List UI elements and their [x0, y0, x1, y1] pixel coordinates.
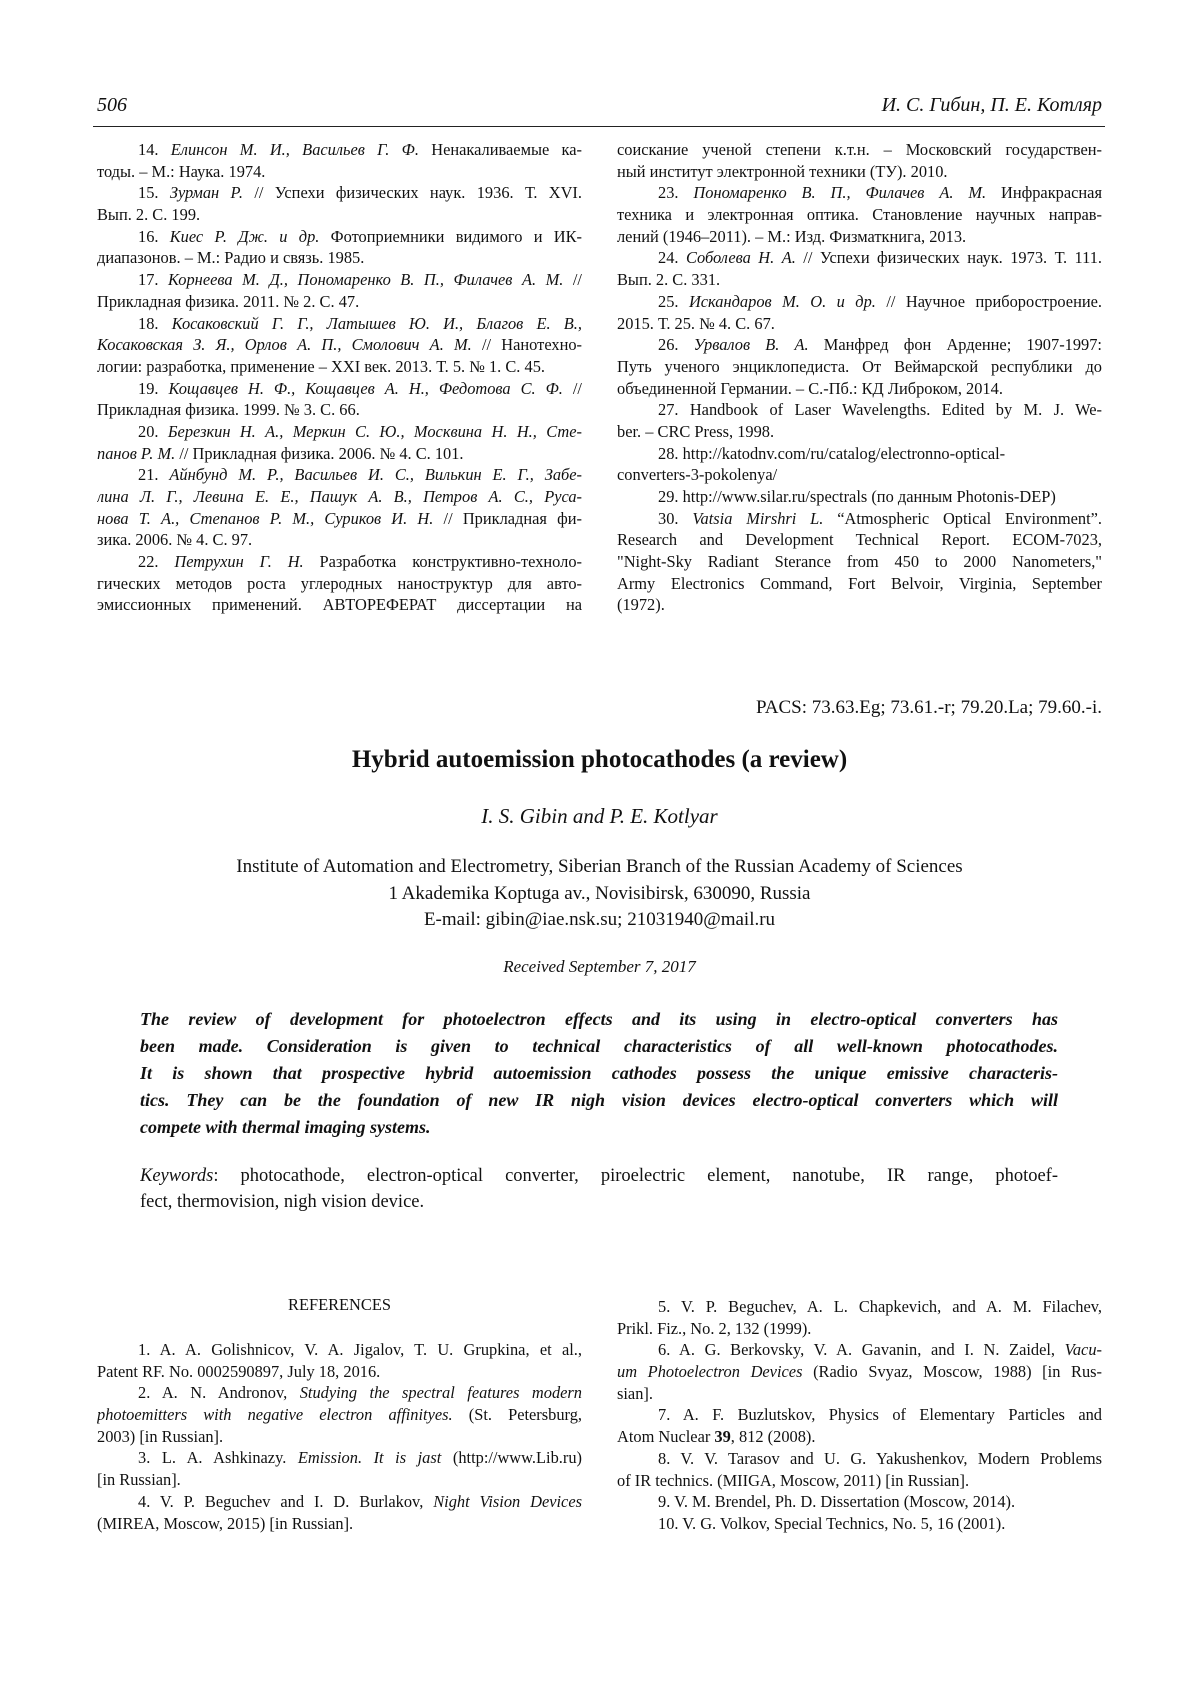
text-line — [97, 182, 582, 204]
text-segment: 17. — [138, 270, 169, 290]
text-segment: sian]. — [617, 1383, 653, 1403]
text-segment: Фотоприемники видимого и ИК- — [319, 226, 582, 246]
italic-text: Айнбунд М. Р., Васильев И. С., Вилькин Е. Г., Забе- — [169, 465, 582, 485]
text-segment: "Night-Sky Radiant Sterance from 450 to 2000 Nanometers," — [617, 552, 1102, 572]
italic-text: Березкин Н. А., Меркин С. Ю., Москвина Н. Н., Сте- — [167, 421, 582, 441]
text-segment: объединенной Германии. – С.-Пб.: КД Либроком, 2014. — [617, 378, 1003, 398]
text-segment: 7. A. F. Buzlutskov, Physics of Elementary Particles and — [658, 1405, 1102, 1425]
text-segment: converters-3-pokolenya/ — [617, 465, 778, 485]
text-segment: диапазонов. – М.: Радио и связь. 1985. — [97, 248, 365, 268]
russian-references-left-column — [97, 139, 582, 616]
text-segment: // Научное приборостроение. — [875, 291, 1102, 311]
abstract — [140, 1006, 1058, 1141]
text-line — [617, 486, 1102, 508]
text-segment: (MIREA, Moscow, 2015) [in Russian]. — [97, 1513, 354, 1533]
affiliation-address: 1 Akademika Koptuga av., Novisibirsk, 630090, Russia — [388, 883, 811, 904]
english-references-left-column — [97, 1339, 582, 1539]
text-line — [97, 247, 582, 269]
text-line — [97, 226, 582, 248]
text-line — [617, 1318, 1102, 1340]
text-line — [617, 1448, 1102, 1470]
text-segment: 5. V. P. Beguchev, A. L. Chapkevich, and A. M. Filachev, — [658, 1297, 1102, 1316]
italic-text: Елинсон М. И., Васильев Г. Ф. — [170, 140, 419, 159]
text-line — [97, 1513, 582, 1535]
text-line — [617, 313, 1102, 335]
text-segment: Путь ученого энциклопедиста. От Веймарской республики до — [617, 356, 1102, 376]
text-segment: 20. — [138, 421, 168, 441]
text-line — [97, 378, 582, 400]
text-segment: логии: разработка, применение – XXI век. 2013. Т. 5. № 1. С. 45. — [97, 356, 545, 376]
text-line — [617, 443, 1102, 465]
text-line — [617, 1426, 1102, 1448]
italic-text: um Photoelectron Devices — [617, 1362, 803, 1382]
text-line — [617, 1470, 1102, 1492]
text-segment: 28. http://katodnv.com/ru/catalog/electronno-optical- — [658, 443, 1006, 463]
italic-text: панов Р. М. — [97, 443, 176, 463]
text-line — [97, 204, 582, 226]
italic-text: Кощавцев Н. Ф., Кощавцев А. Н., Федотова С. Ф. — [168, 378, 563, 398]
italic-text: лина Л. Г., Левина Е. Е., Пашук А. В., Петров А. С., Руса- — [97, 487, 582, 506]
text-segment: Army Electronics Command, Fort Belvoir, Virginia, September — [617, 573, 1102, 593]
bold-text: 39 — [714, 1427, 731, 1447]
text-segment: , 812 (2008). — [730, 1427, 816, 1447]
text-line — [97, 313, 582, 335]
text-segment: 1. A. A. Golishnicov, V. A. Jigalov, T. U. Grupkina, et al., — [138, 1340, 582, 1359]
text-segment: 23. — [658, 183, 694, 203]
text-segment: // Успехи физических наук. 1936. Т. XVI. — [242, 183, 582, 203]
references-heading: REFERENCES — [288, 1295, 391, 1314]
text-segment: 2015. Т. 25. № 4. С. 67. — [617, 313, 775, 333]
text-segment: техника и электронная оптика. Становление научных направ- — [617, 205, 1102, 225]
text-segment: 30. — [658, 508, 693, 528]
italic-text: Night Vision Devices — [433, 1491, 582, 1511]
affiliation-institute: Institute of Automation and Electrometry, Siberian Branch of the Russian Academy of Sciences — [236, 856, 963, 877]
received-date: Received September 7, 2017 — [503, 957, 696, 976]
text-line — [97, 291, 582, 313]
text-line — [97, 486, 582, 508]
text-segment: // — [563, 270, 582, 290]
text-segment: 10. V. G. Volkov, Special Technics, No. 5, 16 (2001). — [658, 1513, 1006, 1533]
text-segment: 19. — [138, 378, 169, 398]
italic-text: Studying the spectral features modern — [299, 1383, 582, 1403]
text-segment: Инфракрасная — [986, 183, 1102, 203]
text-segment: : photocathode, electron-optical converter, piroelectric element, nanotube, IR range, photoef- — [213, 1166, 1058, 1186]
page-number: 506 — [97, 94, 127, 116]
text-segment: эмиссионных применений. АВТОРЕФЕРАТ диссертации на — [97, 595, 582, 615]
text-segment: гических методов роста углеродных наноструктур для авто- — [97, 573, 582, 593]
affiliation-email: E-mail: gibin@iae.nsk.su; 21031940@mail.ru — [423, 909, 776, 930]
italic-text: Корнеева М. Д., Пономаренко В. П., Филачев А. М. — [168, 270, 564, 290]
text-line — [617, 182, 1102, 204]
italic-text: Косаковская З. Я., Орлов А. П., Смолович А. М. — [97, 335, 472, 355]
text-line — [617, 1296, 1102, 1318]
italic-text: Искандаров М. О. и др. — [688, 291, 876, 311]
text-segment: Ненакаливаемые ка- — [418, 140, 582, 159]
article-authors: I. S. Gibin and P. E. Kotlyar — [481, 804, 718, 828]
text-segment: 22. — [138, 552, 175, 572]
italic-text: Петрухин Г. Н. — [174, 552, 304, 572]
italic-text: Косаковский Г. Г., Латышев Ю. И., Благов Е. В., — [171, 313, 582, 333]
text-segment: зика. 2006. № 4. С. 97. — [97, 530, 253, 550]
text-line — [617, 204, 1102, 226]
text-line — [617, 399, 1102, 421]
text-segment: compete with thermal imaging systems. — [140, 1117, 431, 1137]
text-line — [617, 508, 1102, 530]
text-segment: 6. A. G. Berkovsky, V. A. Gavanin, and I. N. Zaidel, — [658, 1340, 1065, 1360]
text-segment: 18. — [138, 313, 172, 333]
text-segment: Prikl. Fiz., No. 2, 132 (1999). — [617, 1318, 812, 1338]
text-segment: 2003) [in Russian]. — [97, 1426, 224, 1446]
text-line — [97, 334, 582, 356]
italic-text: Vacu- — [1064, 1340, 1102, 1360]
text-line — [617, 291, 1102, 313]
text-line — [97, 1361, 582, 1383]
text-segment: (http://www.Lib.ru) — [441, 1448, 582, 1468]
text-segment: 14. — [138, 140, 171, 159]
text-segment: // Успехи физических наук. 1973. Т. 111. — [795, 248, 1102, 268]
keywords — [140, 1163, 1058, 1215]
text-segment: Patent RF. No. 0002590897, July 18, 2016. — [97, 1361, 381, 1381]
text-line — [97, 443, 582, 465]
text-line — [97, 1491, 582, 1513]
text-segment: лений (1946–2011). – М.: Изд. Физматкнига, 2013. — [617, 226, 967, 246]
italic-text: Keywords — [140, 1166, 214, 1186]
text-segment: 21. — [138, 465, 170, 485]
pacs-codes: PACS: 73.63.Eg; 73.61.-r; 79.20.La; 79.60.-i. — [755, 697, 1102, 718]
italic-text: Соболева Н. А. — [685, 248, 796, 268]
text-segment: 25. — [658, 291, 689, 311]
text-segment: 9. V. M. Brendel, Ph. D. Dissertation (Moscow, 2014). — [658, 1492, 1016, 1512]
text-segment: Манфред фон Арденне; 1907-1997: — [808, 335, 1102, 355]
text-line — [140, 1189, 1058, 1215]
text-segment: Вып. 2. С. 199. — [97, 205, 201, 225]
text-line — [617, 139, 1102, 161]
text-segment: 24. — [658, 248, 686, 268]
text-line — [97, 1382, 582, 1404]
text-segment: 16. — [138, 226, 170, 246]
text-line — [140, 1114, 1058, 1141]
text-line — [617, 1513, 1102, 1535]
english-references-right-column — [617, 1296, 1102, 1535]
text-line — [97, 1447, 582, 1469]
text-line — [97, 421, 582, 443]
text-line — [617, 378, 1102, 400]
text-line — [617, 1404, 1102, 1426]
text-line — [97, 594, 582, 616]
text-segment: ber. – CRC Press, 1998. — [617, 421, 775, 441]
text-line — [617, 464, 1102, 486]
text-line — [97, 464, 582, 486]
text-line — [97, 161, 582, 183]
text-line — [97, 139, 582, 161]
text-line — [97, 1339, 582, 1361]
text-segment: been made. Consideration is given to technical characteristics of all well-known photocathodes. — [140, 1036, 1058, 1056]
text-segment: It is shown that prospective hybrid autoemission cathodes possess the unique emissive characteris- — [140, 1063, 1058, 1083]
text-segment: // Нанотехно- — [471, 335, 582, 355]
italic-text: photoemitters with negative electron affinityes. — [97, 1405, 453, 1425]
text-segment: [in Russian]. — [97, 1470, 181, 1490]
italic-text: нова Т. А., Степанов Р. М., Суриков И. Н. — [97, 508, 434, 528]
text-line — [140, 1060, 1058, 1087]
text-segment: // Прикладная фи- — [433, 508, 582, 528]
text-line — [617, 226, 1102, 248]
text-line — [97, 269, 582, 291]
text-line — [617, 269, 1102, 291]
text-line — [140, 1163, 1058, 1189]
article-title: Hybrid autoemission photocathodes (a review) — [351, 746, 848, 773]
text-segment: “Atmospheric Optical Environment”. — [823, 508, 1102, 528]
text-segment: ный институт электронной техники (ТУ). 2010. — [617, 161, 948, 181]
text-segment: // — [562, 378, 582, 398]
text-line — [97, 356, 582, 378]
text-segment: of IR technics. (MIIGA, Moscow, 2011) [in Russian]. — [617, 1470, 970, 1490]
text-line — [97, 1469, 582, 1491]
text-segment: Разработка конструктивно-техноло- — [303, 552, 582, 572]
text-segment: 27. Handbook of Laser Wavelengths. Edited by M. J. We- — [658, 400, 1102, 420]
text-line — [140, 1033, 1058, 1060]
text-line — [617, 334, 1102, 356]
text-line — [617, 161, 1102, 183]
text-segment: 29. http://www.silar.ru/spectrals (по данным Photonis-DEP) — [658, 487, 1056, 506]
text-segment: tics. They can be the foundation of new IR nigh vision devices electro-optical converters which will — [140, 1090, 1058, 1110]
italic-text: Vatsia Mirshri L. — [692, 508, 824, 528]
text-segment: Прикладная физика. 2011. № 2. С. 47. — [97, 291, 360, 311]
text-line — [97, 529, 582, 551]
text-line — [617, 1361, 1102, 1383]
text-line — [97, 399, 582, 421]
text-line — [617, 551, 1102, 573]
italic-text: Киес Р. Дж. и др. — [169, 226, 320, 246]
text-line — [140, 1087, 1058, 1114]
text-segment: The review of development for photoelectron effects and its using in electro-optical converters has — [140, 1009, 1058, 1029]
italic-text: Emission. It is jast — [297, 1448, 442, 1468]
text-segment: // Прикладная физика. 2006. № 4. С. 101. — [175, 443, 464, 463]
text-segment: 26. — [658, 335, 694, 355]
text-segment: 8. V. V. Tarasov and U. G. Yakushenkov, Modern Problems — [658, 1448, 1102, 1468]
italic-text: Урвалов В. А. — [693, 335, 809, 355]
text-segment: 15. — [138, 183, 170, 203]
text-segment: (1972). — [617, 595, 665, 615]
italic-text: Пономаренко В. П., Филачев А. М. — [693, 183, 987, 203]
text-segment: Вып. 2. С. 331. — [617, 270, 721, 290]
text-line — [617, 247, 1102, 269]
russian-references-right-column — [617, 139, 1102, 616]
text-line — [97, 573, 582, 595]
text-segment: (St. Petersburg, — [452, 1405, 582, 1425]
text-line — [97, 508, 582, 530]
italic-text: Зурман Р. — [169, 183, 243, 203]
text-segment: 3. L. A. Ashkinazy. — [138, 1448, 298, 1468]
text-line — [617, 529, 1102, 551]
text-segment: Research and Development Technical Report. ECOM-7023, — [617, 530, 1102, 550]
text-segment: тоды. – М.: Наука. 1974. — [97, 161, 266, 181]
text-line — [617, 421, 1102, 443]
text-line — [617, 1383, 1102, 1405]
text-segment: Прикладная физика. 1999. № 3. С. 66. — [97, 400, 360, 420]
text-line — [617, 1491, 1102, 1513]
text-segment: (Radio Svyaz, Moscow, 1988) [in Rus- — [802, 1362, 1102, 1382]
text-line — [97, 551, 582, 573]
text-segment: соискание ученой степени к.т.н. – Московский государствен- — [617, 140, 1102, 159]
text-line — [97, 1426, 582, 1448]
text-segment: fect, thermovision, nigh vision device. — [140, 1192, 425, 1212]
text-segment: 4. V. P. Beguchev and I. D. Burlakov, — [138, 1491, 434, 1511]
text-line — [617, 1339, 1102, 1361]
text-line — [617, 594, 1102, 616]
header-rule — [93, 126, 1105, 127]
text-line — [617, 356, 1102, 378]
text-line — [97, 1404, 582, 1426]
text-segment: 2. A. N. Andronov, — [138, 1383, 300, 1403]
text-line — [140, 1006, 1058, 1033]
running-head: И. С. Гибин, П. Е. Котляр — [881, 94, 1102, 116]
text-segment: Atom Nuclear — [617, 1427, 715, 1447]
text-line — [617, 573, 1102, 595]
